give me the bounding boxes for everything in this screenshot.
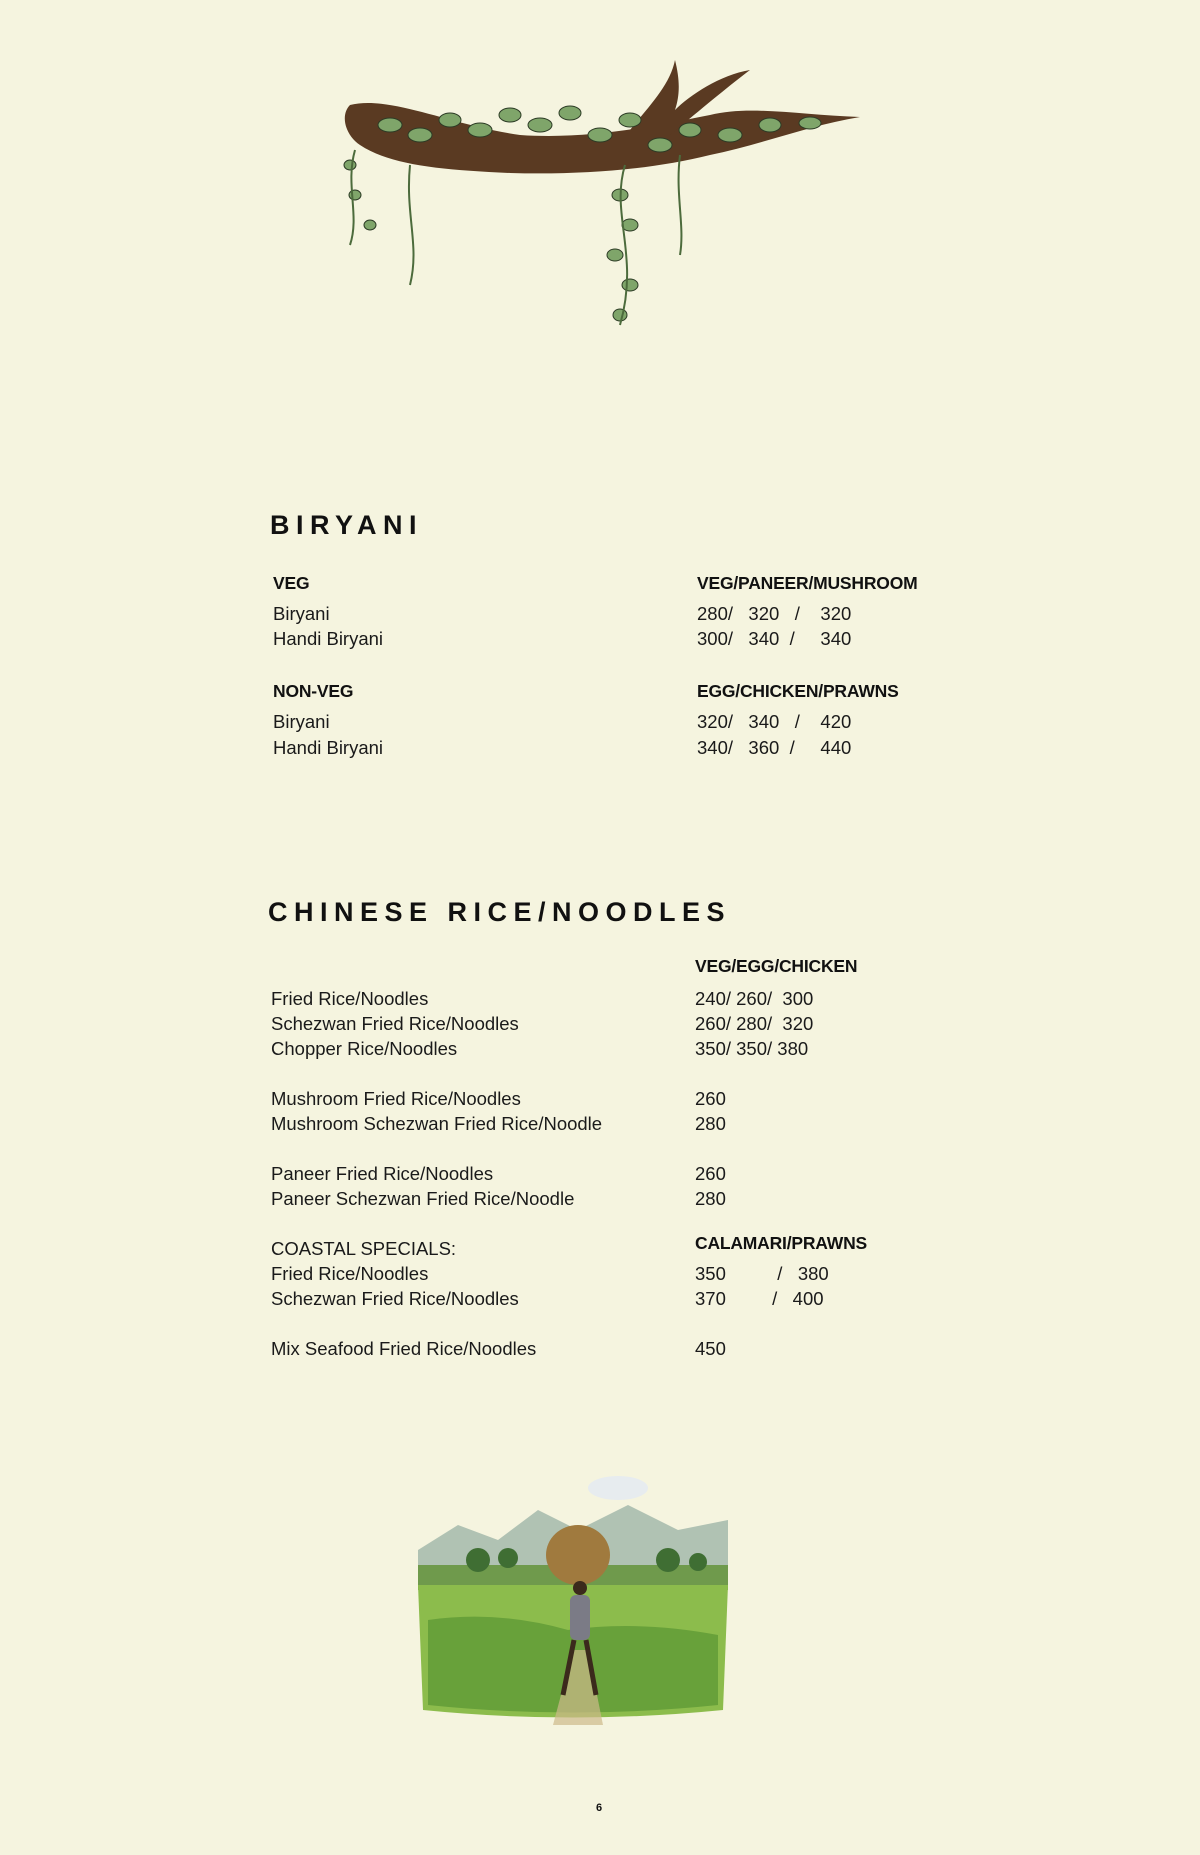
menu-item-name: Biryani (273, 711, 330, 732)
menu-item-price: 260/ 280/ 320 (695, 1013, 814, 1034)
menu-item-name: Fried Rice/Noodles (271, 988, 429, 1009)
menu-item-price: 260 (695, 1163, 726, 1184)
menu-item-name: Handi Biryani (273, 628, 384, 649)
menu-item-price: 370 / 400 (695, 1288, 824, 1309)
coastal-columns-header: CALAMARI/PRAWNS (695, 1233, 867, 1253)
menu-item-price: 280 (695, 1113, 726, 1134)
vine-branch-illustration (330, 55, 870, 345)
page-number: 6 (596, 1802, 603, 1814)
menu-item-name: Chopper Rice/Noodles (271, 1038, 458, 1059)
menu-item-price: 280/ 320 / 320 (697, 603, 852, 624)
nonveg-columns-header: EGG/CHICKEN/PRAWNS (697, 681, 899, 701)
menu-item-price: 240/ 260/ 300 (695, 988, 814, 1009)
menu-item-price: 300/ 340 / 340 (697, 628, 852, 649)
chinese-columns-header: VEG/EGG/CHICKEN (695, 956, 858, 976)
menu-item-name: Handi Biryani (273, 737, 384, 758)
section-title-biryani: BIRYANI (270, 510, 424, 540)
menu-item-name: Paneer Schezwan Fried Rice/Noodle (271, 1188, 575, 1209)
menu-item-name: Paneer Fried Rice/Noodles (271, 1163, 494, 1184)
menu-item-name: Schezwan Fried Rice/Noodles (271, 1288, 519, 1309)
section-title-chinese: CHINESE RICE/NOODLES (268, 897, 732, 927)
menu-item-price: 340/ 360 / 440 (697, 737, 852, 758)
menu-item-name: Mix Seafood Fried Rice/Noodles (271, 1338, 537, 1359)
menu-item-name: Mushroom Schezwan Fried Rice/Noodle (271, 1113, 603, 1134)
nonveg-label: NON-VEG (273, 681, 354, 701)
menu-item-price: 280 (695, 1188, 726, 1209)
menu-item-price: 350/ 350/ 380 (695, 1038, 809, 1059)
menu-item-price: 350 / 380 (695, 1263, 829, 1284)
veg-label: VEG (273, 573, 310, 593)
menu-item-name: Fried Rice/Noodles (271, 1263, 429, 1284)
menu-item-name: Biryani (273, 603, 330, 624)
coastal-specials-label: COASTAL SPECIALS: (271, 1238, 457, 1259)
menu-item-price: 450 (695, 1338, 726, 1359)
veg-columns-header: VEG/PANEER/MUSHROOM (697, 573, 918, 593)
menu-item-price: 320/ 340 / 420 (697, 711, 852, 732)
menu-item-name: Schezwan Fried Rice/Noodles (271, 1013, 519, 1034)
menu-item-name: Mushroom Fried Rice/Noodles (271, 1088, 521, 1109)
rice-farmer-illustration (418, 1470, 728, 1725)
menu-item-price: 260 (695, 1088, 726, 1109)
